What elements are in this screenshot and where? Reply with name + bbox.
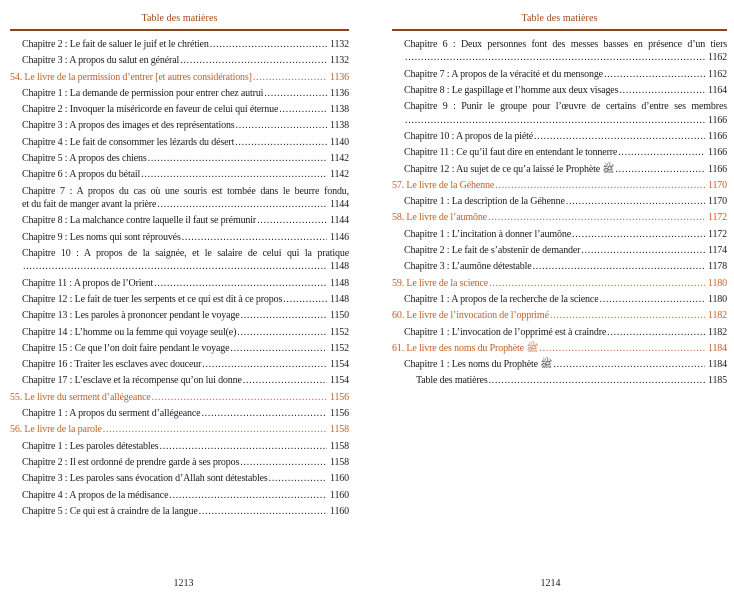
dot-leader [615, 163, 704, 176]
entry-text: 61. Le livre des noms du Prophète ﷺ [392, 342, 539, 354]
entry-text: Chapitre 2 : Le fait de s’abstenir de demander [404, 245, 581, 257]
entry-text: 58. Le livre de l’aumône [392, 212, 487, 224]
entry-text: Chapitre 8 : La malchance contre laquelle il faut se prémunir [22, 215, 257, 227]
entry-page-number: 1166 [707, 131, 727, 142]
entry-text: 55. Le livre du serment d’allégeance [10, 391, 151, 403]
toc-entry [10, 168, 349, 181]
toc-section-entry [392, 211, 727, 224]
entry-page-number: 1160 [329, 489, 349, 501]
entry-page-number: 1174 [707, 245, 727, 257]
entry-line2 [22, 198, 349, 211]
entry-page-number: 1156 [329, 408, 349, 420]
entry-text: Chapitre 15 : Ce que l’on doit faire pendant le voyage [22, 342, 230, 354]
entry-text-line1: Chapitre 10 : A propos de la saignée, et le salaire de celui qui la pratique [22, 247, 349, 259]
dot-leader [618, 146, 705, 159]
entry-text: Chapitre 12 : Au sujet de ce qu’a laissé le Prophète ﷺ [404, 163, 615, 175]
entry-text: Chapitre 2 : Le fait de saluer le juif et le chrétien [22, 39, 209, 50]
dot-leader [566, 195, 705, 208]
dot-leader [489, 374, 705, 387]
dot-leader [182, 231, 327, 244]
entry-text: Chapitre 11 : A propos de l’Orient [22, 277, 154, 289]
dot-leader [157, 198, 327, 211]
entry-text: Chapitre 17 : L’esclave et la récompense qu’on lui donne [22, 375, 242, 387]
entry-text: Chapitre 16 : Traiter les esclaves avec douceur [22, 359, 202, 371]
dot-leader [199, 505, 327, 518]
toc-section-entry [392, 342, 727, 355]
toc-entry [10, 87, 349, 100]
entry-page-number: 1142 [329, 169, 349, 181]
entry-page-number: 1184 [707, 359, 727, 371]
page-number: 1213 [173, 578, 194, 589]
entry-text: Chapitre 1 : La description de la Géhenne [404, 196, 565, 208]
toc-section-entry [392, 309, 727, 322]
toc-section-entry [10, 391, 349, 404]
entry-page-number: 1178 [707, 261, 727, 273]
entry-page-number: 1146 [329, 231, 349, 243]
entry-text: 54. Le livre de la permission d’entrer [et autres considérations] [10, 71, 252, 83]
entry-page-number: 1138 [329, 104, 349, 116]
entry-text: Table des matières [416, 375, 488, 387]
entry-text: Chapitre 4 : Le fait de consommer les lézards du désert [22, 136, 235, 148]
header-rule [10, 29, 349, 31]
header-rule [392, 29, 727, 31]
dot-leader [572, 228, 705, 241]
dot-leader [264, 87, 327, 100]
dot-leader [230, 342, 327, 355]
entry-text: Chapitre 13 : Les paroles à prononcer pendant le voyage [22, 310, 240, 322]
toc-entry [10, 38, 349, 51]
entry-page-number: 1180 [707, 293, 727, 305]
toc-entry [392, 260, 727, 273]
entry-text: 59. Le livre de la science [392, 277, 489, 289]
entry-page-number: 1166 [707, 147, 727, 159]
entry-page-number: 1182 [707, 326, 727, 338]
entry-text: Chapitre 14 : L’homme ou la femme qui voyage seul(e) [22, 326, 237, 338]
toc-section-entry [392, 179, 727, 192]
entry-page-number: 1136 [329, 87, 349, 99]
toc-entry [392, 195, 727, 208]
toc-entry [10, 309, 349, 322]
toc-list-left [10, 38, 349, 518]
entry-page-number: 1138 [329, 120, 349, 132]
entry-page-number: 1170 [707, 196, 727, 208]
entry-page-number: 1154 [329, 359, 349, 371]
dot-leader [489, 277, 705, 290]
dot-leader [607, 326, 705, 339]
dot-leader [539, 342, 705, 355]
entry-text: Chapitre 2 : Il est ordonné de prendre garde à ses propos [22, 456, 240, 468]
dot-leader [619, 84, 705, 97]
entry-text-line2: et du fait de manger avant la prière [22, 199, 157, 211]
dot-leader [243, 374, 327, 387]
dot-leader [180, 54, 327, 67]
toc-entry [392, 358, 727, 371]
entry-text: Chapitre 5 : Ce qui est à craindre de la langue [22, 505, 198, 517]
toc-entry [392, 68, 727, 81]
dot-leader [154, 277, 327, 290]
entry-page-number: 1148 [329, 293, 349, 305]
entry-page-number: 1160 [329, 505, 349, 517]
entry-text: 57. Le livre de la Géhenne [392, 179, 495, 191]
entry-text: Chapitre 2 : Invoquer la miséricorde en faveur de celui qui éternue [22, 104, 279, 116]
entry-page-number: 1185 [707, 375, 727, 387]
entry-page-number: 1156 [329, 391, 349, 403]
entry-text: Chapitre 6 : A propos du bétail [22, 169, 141, 181]
entry-text: 60. Le livre de l’invocation de l’opprimé [392, 310, 549, 322]
dot-leader [405, 114, 705, 127]
toc-entry [10, 185, 349, 212]
dot-leader [269, 472, 327, 485]
dot-leader [202, 358, 327, 371]
entry-text: Chapitre 1 : La demande de permission pour entrer chez autrui [22, 87, 264, 99]
toc-entry [10, 119, 349, 132]
entry-page-number: 1166 [707, 163, 727, 175]
dot-leader [600, 293, 705, 306]
entry-text: Chapitre 3 : A propos du salut en général [22, 55, 180, 67]
toc-entry [10, 103, 349, 116]
toc-entry [10, 374, 349, 387]
entry-text: Chapitre 1 : Les paroles détestables [22, 440, 159, 452]
entry-page-number: 1170 [707, 179, 727, 191]
toc-entry [10, 342, 349, 355]
entry-text: Chapitre 11 : Ce qu’il faut dire en entendant le tonnerre [404, 147, 618, 159]
page-header-title: Table des matières [521, 13, 598, 24]
entry-page-number: 1162 [707, 52, 727, 64]
entry-page-number: 1158 [329, 440, 349, 452]
toc-entry [10, 136, 349, 149]
page-number: 1214 [540, 578, 561, 589]
toc-entry [392, 146, 727, 159]
toc-section-entry [10, 423, 349, 436]
toc-entry [392, 326, 727, 339]
toc-entry [392, 130, 727, 143]
dot-leader [240, 456, 327, 469]
toc-entry [10, 54, 349, 67]
toc-entry [10, 277, 349, 290]
entry-page-number: 1142 [329, 153, 349, 165]
dot-leader [257, 214, 327, 227]
dot-leader [279, 103, 327, 116]
dot-leader [534, 130, 705, 143]
entry-text: Chapitre 3 : L’aumône détestable [404, 261, 532, 273]
entry-text: Chapitre 1 : Les noms du Prophète ﷺ [404, 359, 553, 371]
entry-page-number: 1180 [707, 277, 727, 289]
entry-page-number: 1152 [329, 342, 349, 354]
entry-page-number: 1144 [329, 215, 349, 227]
dot-leader [495, 179, 705, 192]
entry-text: Chapitre 9 : Les noms qui sont réprouvés [22, 231, 181, 243]
entry-page-number: 1148 [329, 277, 349, 289]
toc-entry [10, 247, 349, 274]
entry-page-number: 1132 [329, 39, 349, 50]
toc-entry [392, 244, 727, 257]
entry-text: Chapitre 5 : A propos des chiens [22, 153, 147, 165]
dot-leader [201, 407, 326, 420]
toc-entry [392, 38, 727, 65]
dot-leader [581, 244, 705, 257]
page-header-title: Table des matières [141, 13, 218, 24]
page-right [367, 0, 734, 600]
entry-page-number: 1184 [707, 342, 727, 354]
entry-text: Chapitre 8 : Le gaspillage et l’homme aux deux visages [404, 85, 619, 96]
toc-section-entry [10, 71, 349, 84]
entry-text: Chapitre 3 : A propos des images et des représentations [22, 120, 235, 132]
entry-page-number: 1154 [329, 375, 349, 387]
dot-leader [210, 38, 327, 51]
dot-leader [148, 152, 327, 165]
dot-leader [237, 326, 327, 339]
toc-entry [10, 505, 349, 518]
toc-entry [10, 456, 349, 469]
dot-leader [253, 71, 327, 84]
dot-leader [236, 119, 327, 132]
entry-text-line1: Chapitre 7 : A propos du cas où une souris est tombée dans le beurre fondu, [22, 185, 349, 197]
toc-entry [10, 358, 349, 371]
entry-page-number: 1182 [707, 310, 727, 322]
toc-list-right [392, 38, 727, 388]
toc-entry [10, 407, 349, 420]
entry-page-number: 1158 [329, 456, 349, 468]
dot-leader [152, 391, 327, 404]
toc-entry [392, 100, 727, 127]
entry-page-number: 1172 [707, 228, 727, 240]
entry-text-line1: Chapitre 6 : Deux personnes font des messes basses en présence d’un tiers [404, 39, 727, 50]
entry-page-number: 1172 [707, 212, 727, 224]
toc-entry [392, 293, 727, 306]
entry-page-number: 1148 [329, 261, 349, 273]
entry-line2 [404, 114, 727, 127]
toc-entry [10, 472, 349, 485]
dot-leader [169, 489, 327, 502]
toc-entry [392, 163, 727, 176]
toc-entry [10, 214, 349, 227]
entry-text: Chapitre 7 : A propos de la véracité et du mensonge [404, 68, 603, 80]
dot-leader [550, 309, 705, 322]
entry-page-number: 1150 [329, 310, 349, 322]
dot-leader [241, 309, 327, 322]
entry-text: Chapitre 12 : Le fait de tuer les serpents et ce qui est dit à ce propos [22, 293, 283, 305]
entry-page-number: 1144 [329, 199, 349, 211]
entry-text: Chapitre 10 : A propos de la piété [404, 131, 534, 142]
toc-entry [392, 374, 727, 387]
entry-line2 [22, 260, 349, 273]
dot-leader [553, 358, 705, 371]
entry-text: Chapitre 1 : L’incitation à donner l’aumône [404, 228, 572, 240]
toc-entry [10, 326, 349, 339]
entry-page-number: 1164 [707, 85, 727, 96]
dot-leader [604, 68, 705, 81]
entry-page-number: 1136 [329, 71, 349, 83]
dot-leader [283, 293, 327, 306]
entry-page-number: 1166 [707, 114, 727, 126]
entry-page-number: 1132 [329, 55, 349, 67]
entry-page-number: 1162 [707, 68, 727, 80]
dot-leader [488, 211, 705, 224]
entry-text: 56. Le livre de la parole [10, 424, 102, 436]
dot-leader [405, 51, 705, 64]
toc-entry [10, 440, 349, 453]
toc-entry [10, 152, 349, 165]
dot-leader [141, 168, 327, 181]
entry-text: Chapitre 4 : A propos de la médisance [22, 489, 169, 501]
entry-page-number: 1158 [329, 424, 349, 436]
entry-page-number: 1140 [329, 136, 349, 148]
entry-text: Chapitre 1 : A propos du serment d’allégeance [22, 408, 201, 420]
entry-line2 [404, 51, 727, 64]
toc-entry [392, 228, 727, 241]
entry-page-number: 1160 [329, 473, 349, 485]
dot-leader [103, 423, 327, 436]
toc-entry [10, 293, 349, 306]
entry-text-line1: Chapitre 9 : Punir le groupe pour l’œuvre de certains d’entre ses membres [404, 101, 727, 113]
entry-text: Chapitre 3 : Les paroles sans évocation d’Allah sont détestables [22, 473, 268, 485]
dot-leader [235, 136, 327, 149]
entry-text: Chapitre 1 : L’invocation de l’opprimé est à craindre [404, 326, 607, 338]
toc-entry [10, 489, 349, 502]
toc-entry [10, 231, 349, 244]
entry-text: Chapitre 1 : A propos de la recherche de la science [404, 293, 599, 305]
dot-leader [533, 260, 705, 273]
entry-page-number: 1152 [329, 326, 349, 338]
toc-entry [392, 84, 727, 97]
dot-leader [23, 260, 327, 273]
toc-section-entry [392, 277, 727, 290]
dot-leader [160, 440, 327, 453]
